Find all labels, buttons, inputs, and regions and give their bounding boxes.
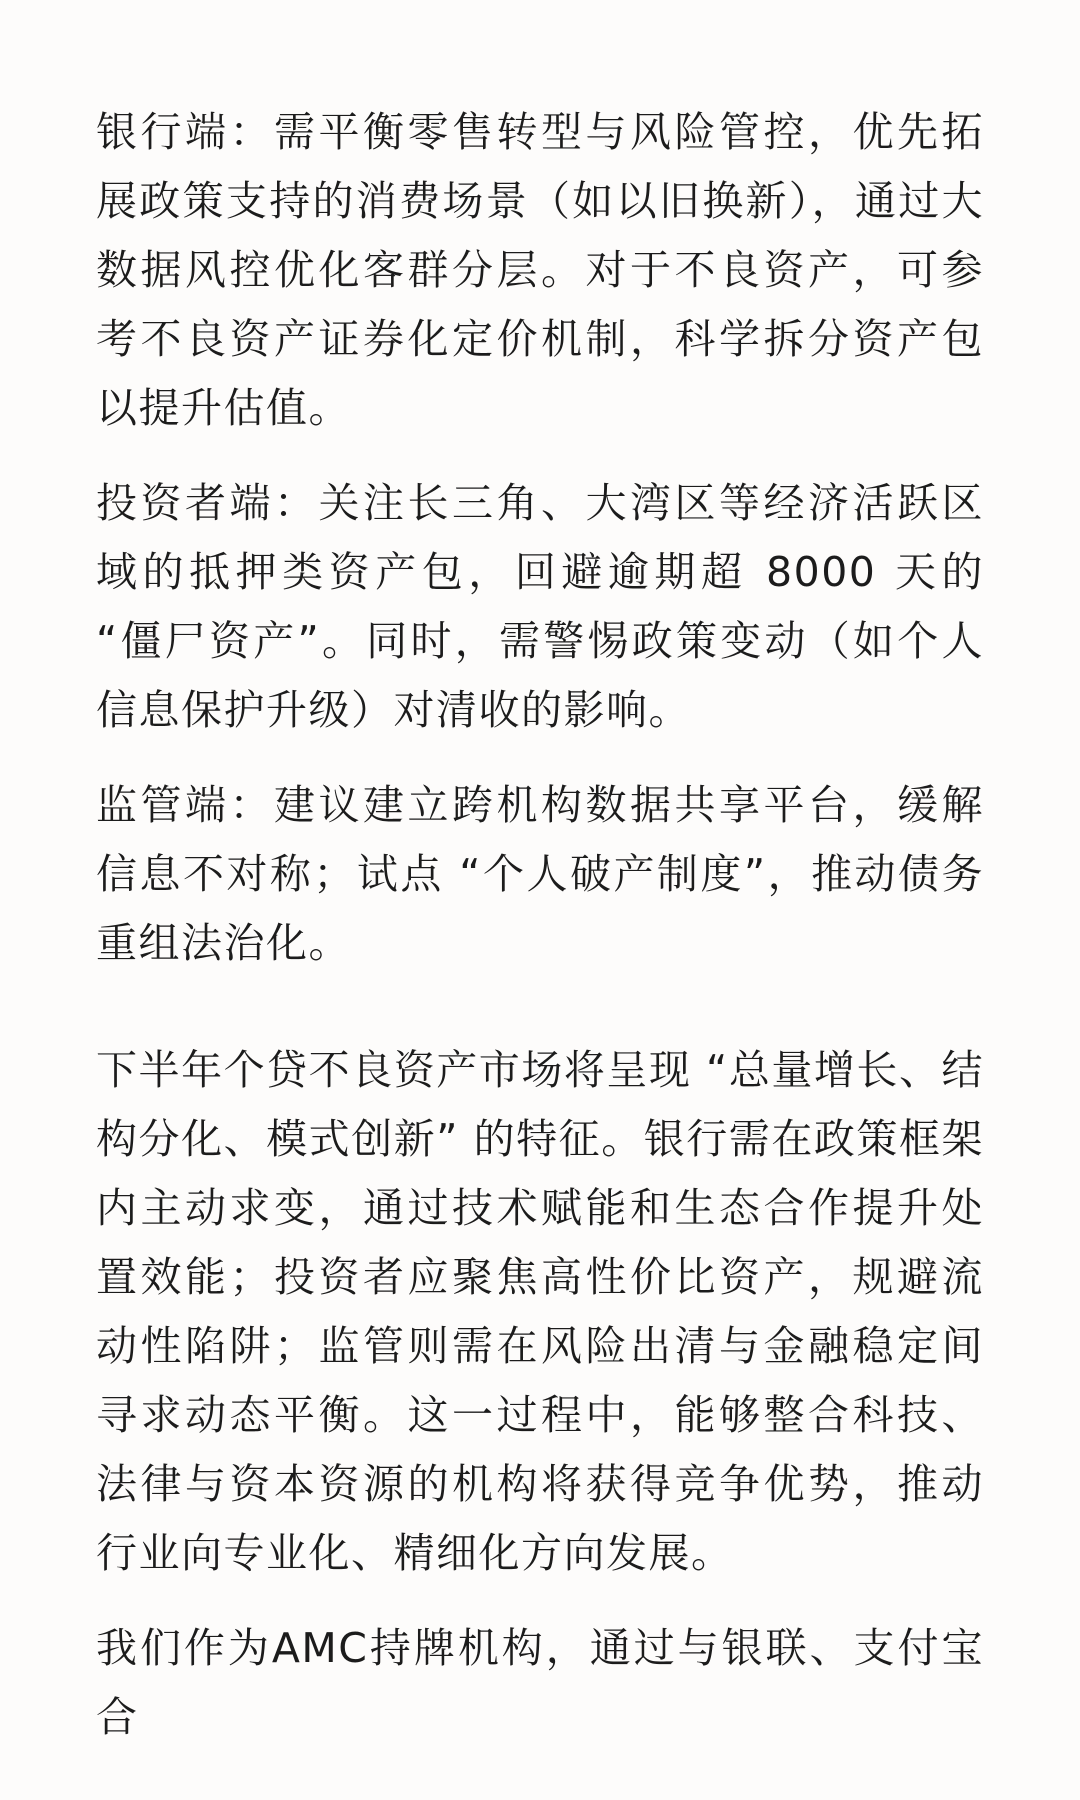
paragraph-investor-side: 投资者端：关注长三角、大湾区等经济活跃区域的抵押类资产包，回避逾期超 8000 天的 “僵尸资产”。同时，需警惕政策变动（如个人信息保护升级）对清收的影响。 xyxy=(96,479,984,734)
article-body xyxy=(96,98,984,1752)
paragraph-market-outlook: 下半年个贷不良资产市场将呈现 “总量增长、结构分化、模式创新” 的特征。银行需在政策框架内主动求变，通过技术赋能和生态合作提升处置效能；投资者应聚焦高性价比资产，规避流动性陷阱；监管则需在风险出清与金融稳定间寻求动态平衡。这一过程中，能够整合科技、法律与资本资源的机构将获得竞争优势，推动行业向专业化、精细化方向发展。 xyxy=(96,1046,984,1577)
paragraph-amc-intro: 我们作为AMC持牌机构，通过与银联、支付宝合 xyxy=(96,1624,984,1741)
paragraph-regulator-side: 监管端：建议建立跨机构数据共享平台，缓解信息不对称；试点 “个人破产制度”，推动债务重组法治化。 xyxy=(96,781,984,967)
paragraph-bank-side: 银行端：需平衡零售转型与风险管控，优先拓展政策支持的消费场景（如以旧换新），通过大数据风控优化客群分层。对于不良资产，可参考不良资产证券化定价机制，科学拆分资产包以提升估值。 xyxy=(96,108,984,432)
